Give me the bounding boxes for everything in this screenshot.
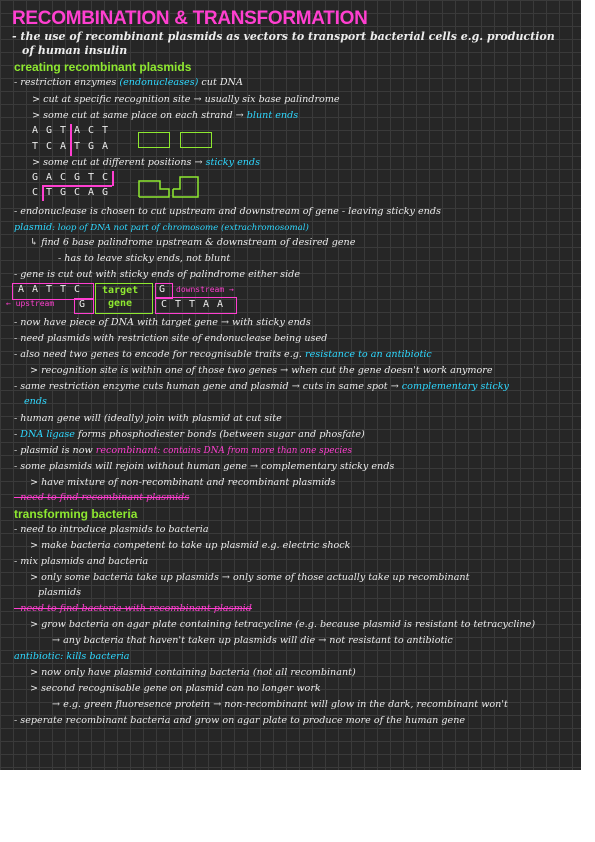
blunt-sequence-top: A G T A C T — [31, 125, 109, 136]
target-gene-label: gene — [108, 298, 133, 309]
note-line: ↳ find 6 base palindrome upstream & downstream of desired gene — [30, 237, 356, 248]
note-line: - restriction enzymes (endonucleases) cut DNA — [14, 77, 243, 88]
section-heading-creating: creating recombinant plasmids — [14, 60, 192, 74]
blunt-sequence-bottom: T C A T G A — [31, 141, 109, 152]
note-line: ends — [24, 396, 47, 407]
section-heading-transforming: transforming bacteria — [14, 507, 138, 521]
note-line: > cut at specific recognition site → usually six base palindrome — [32, 94, 340, 105]
definition-plasmid: plasmid: loop of DNA not part of chromosome (extrachromosomal) — [14, 222, 309, 233]
intro-line-2: of human insulin — [22, 44, 128, 57]
note-line: - endonuclease is chosen to cut upstream and downstream of gene - leaving sticky ends — [14, 206, 441, 217]
note-line: - some plasmids will rejoin without human gene → complementary sticky ends — [14, 461, 395, 472]
note-line: - mix plasmids and bacteria — [14, 556, 149, 567]
note-line: > grow bacteria on agar plate containing tetracycline (e.g. because plasmid is resistant to tetracycline) — [30, 619, 536, 630]
sticky-sequence-bottom: C T G C A G — [31, 187, 109, 198]
blunt-end-shape-right — [180, 132, 212, 148]
gene-sequence-bottom-right: C T T A A — [160, 299, 224, 310]
page-title: RECOMBINATION & TRANSFORMATION — [12, 8, 368, 29]
gene-sequence-bottom-left: G — [79, 299, 86, 310]
sticky-end-shapes — [138, 176, 200, 198]
sticky-sequence-top: G A C G T C — [31, 172, 109, 183]
note-line: > have mixture of non-recombinant and recombinant plasmids — [30, 477, 336, 488]
gene-sequence-top-right: G — [159, 284, 166, 295]
upstream-label: ← upstream — [6, 299, 55, 308]
note-line: > second recognisable gene on plasmid can no longer work — [30, 683, 321, 694]
note-line: - has to leave sticky ends, not blunt — [58, 253, 231, 264]
note-line: > only some bacteria take up plasmids → only some of those actually take up recombinant — [30, 572, 470, 583]
note-line: - need plasmids with restriction site of endonuclease being used — [14, 333, 328, 344]
note-line-highlight: - need to find bacteria with recombinant plasmid — [14, 603, 252, 614]
note-line: - need to introduce plasmids to bacteria — [14, 524, 209, 535]
intro-line-1: - the use of recombinant plasmids as vectors to transport bacterial cells e.g. production — [12, 30, 555, 43]
note-line: - seperate recombinant bacteria and grow on agar plate to produce more of the human gene — [14, 715, 466, 726]
note-line: - also need two genes to encode for recognisable traits e.g. resistance to an antibiotic — [14, 349, 432, 360]
gene-sequence-top-left: A A T T C — [17, 284, 81, 295]
note-line: - plasmid is now recombinant: contains DNA from more than one species — [14, 445, 352, 456]
note-line: > make bacteria competent to take up plasmid e.g. electric shock — [30, 540, 351, 551]
note-line: > some cut at different positions → sticky ends — [32, 157, 261, 168]
note-line: > recognition site is within one of those two genes → when cut the gene doesn't work anymore — [30, 365, 493, 376]
note-line: - human gene will (ideally) join with plasmid at cut site — [14, 413, 282, 424]
note-line: - now have piece of DNA with target gene → with sticky ends — [14, 317, 311, 328]
note-line: > some cut at same place on each strand → blunt ends — [32, 110, 299, 121]
sticky-cut-line — [112, 171, 114, 186]
sticky-cut-line — [42, 185, 112, 187]
blunt-cut-line — [70, 124, 72, 156]
target-gene-label: target — [102, 285, 139, 296]
downstream-label: downstream → — [176, 285, 234, 294]
note-line: > now only have plasmid containing bacteria (not all recombinant) — [30, 667, 356, 678]
note-line: plasmids — [38, 587, 82, 598]
note-line: - DNA ligase forms phosphodiester bonds (between sugar and phosfate) — [14, 429, 365, 440]
note-line: - same restriction enzyme cuts human gene and plasmid → cuts in same spot → complementary sticky — [14, 381, 509, 392]
sticky-cut-line — [42, 185, 44, 201]
note-line-highlight: - need to find recombinant plasmids — [14, 492, 190, 503]
blunt-end-shape-left — [138, 132, 170, 148]
definition-antibiotic: antibiotic: kills bacteria — [14, 651, 130, 662]
note-line: → e.g. green fluoresence protein → non-recombinant will glow in the dark, recombinant won't — [52, 699, 508, 710]
note-line: - gene is cut out with sticky ends of palindrome either side — [14, 269, 300, 280]
note-line: → any bacteria that haven't taken up plasmids will die → not resistant to antibiotic — [52, 635, 453, 646]
